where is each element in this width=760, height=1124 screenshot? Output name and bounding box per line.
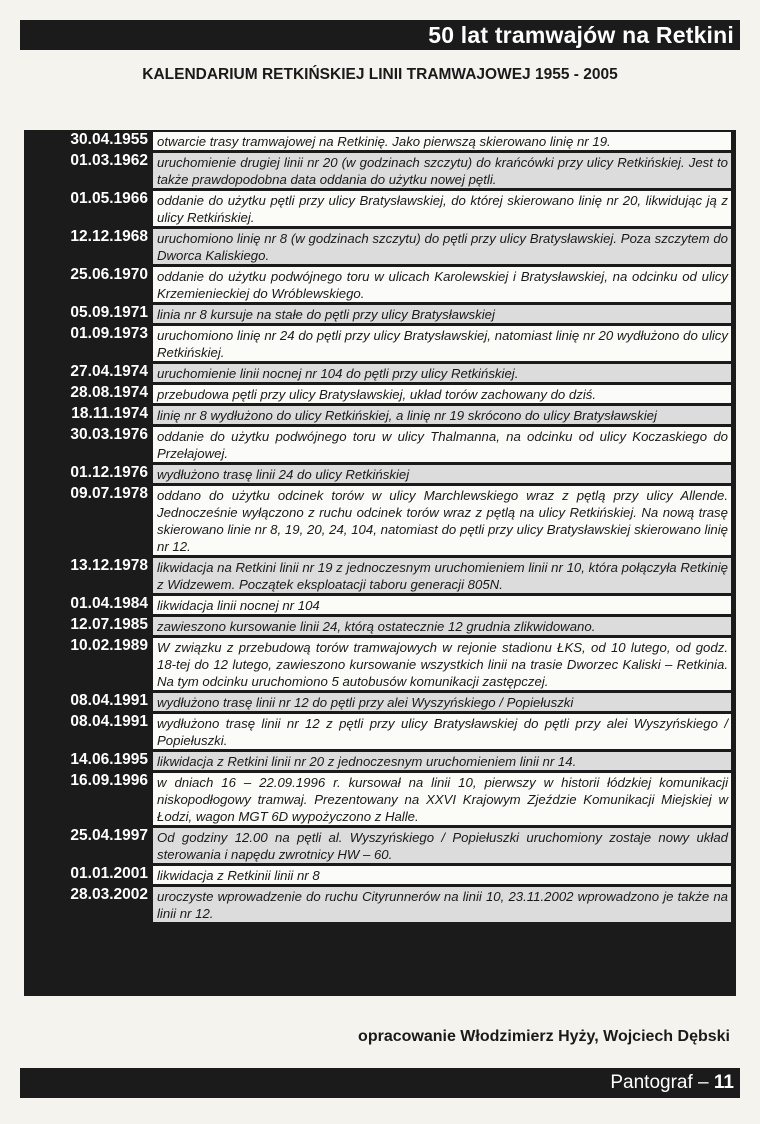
entry-date: 01.05.1966 bbox=[70, 190, 148, 207]
calendar-row bbox=[24, 130, 736, 151]
entry-description: uruchomienie linii nocnej nr 104 do pętli przy ulicy Retkińskiej. bbox=[152, 363, 732, 383]
magazine-name: Pantograf – bbox=[610, 1072, 709, 1093]
entry-description: likwidacja z Retkini linii nr 20 z jednoczesnym uruchomieniem linii nr 14. bbox=[152, 751, 732, 771]
entry-description: W związku z przebudową torów tramwajowych w rejonie stadionu ŁKS, od 10 lutego, od godz. 18-tej do 12 lutego, zawieszono kursowanie wszystkich linii na trasie Dworzec Kaliski – Retkinia. Na tym odcinku uruchomiono 5 autobusów komunikacji zastępczej. bbox=[152, 637, 732, 691]
calendar-row bbox=[24, 324, 736, 362]
entry-description: likwidacja z Retkinii linii nr 8 bbox=[152, 865, 732, 885]
entry-date: 28.08.1974 bbox=[70, 384, 148, 401]
calendar-row bbox=[24, 404, 736, 425]
entry-description: uroczyste wprowadzenie do ruchu Cityrunnerów na linii 10, 23.11.2002 wprowadzono je także na linii nr 12. bbox=[152, 886, 732, 923]
entry-description: oddanie do użytku podwójnego toru w ulicach Karolewskiej i Bratysławskiej, na odcinku od ulicy Krzemienieckiej do Wróblewskiego. bbox=[152, 266, 732, 303]
entry-date: 01.12.1976 bbox=[70, 464, 148, 481]
calendar-row bbox=[24, 362, 736, 383]
entry-description: przebudowa pętli przy ulicy Bratysławskiej, układ torów zachowany do dziś. bbox=[152, 384, 732, 404]
entry-date: 27.04.1974 bbox=[70, 363, 148, 380]
calendar-row bbox=[24, 151, 736, 189]
entry-date: 05.09.1971 bbox=[70, 304, 148, 321]
calendar-table bbox=[24, 130, 736, 996]
calendar-row bbox=[24, 303, 736, 324]
header-bar bbox=[20, 20, 740, 50]
calendar-row bbox=[24, 615, 736, 636]
calendar-row bbox=[24, 484, 736, 556]
entry-description: uruchomienie drugiej linii nr 20 (w godzinach szczytu) do krańcówki przy ulicy Retkińskiej. Jest to także prawdopodobna data oddania do użytku nowej pętli. bbox=[152, 152, 732, 189]
calendar-row bbox=[24, 556, 736, 594]
entry-date: 09.07.1978 bbox=[70, 485, 148, 502]
entry-description: oddano do użytku odcinek torów w ulicy Marchlewskiego wraz z pętlą przy ulicy Allende. Jednocześnie wyłączono z ruchu odcinek torów wraz z pętlą na ulicy Retkińskiej. Na nową trasę skierowano linie nr 8, 19, 20, 24, 104, natomiast do pętli przy ulicy Bratysławskiej skierowano linię nr 12. bbox=[152, 485, 732, 556]
calendar-row bbox=[24, 636, 736, 691]
entry-description: linia nr 8 kursuje na stałe do pętli przy ulicy Bratysławskiej bbox=[152, 304, 732, 324]
entry-description: uruchomiono linię nr 24 do pętli przy ulicy Bratysławskiej, natomiast linię nr 20 wydłużono do ulicy Retkińskiej. bbox=[152, 325, 732, 362]
entry-description: zawieszono kursowanie linii 24, którą ostatecznie 12 grudnia zlikwidowano. bbox=[152, 616, 732, 636]
entry-date: 10.02.1989 bbox=[70, 637, 148, 654]
entry-date: 12.12.1968 bbox=[70, 228, 148, 245]
calendar-row bbox=[24, 691, 736, 712]
entry-date: 08.04.1991 bbox=[70, 692, 148, 709]
entry-date: 01.09.1973 bbox=[70, 325, 148, 342]
page-number: 11 bbox=[713, 1072, 734, 1093]
entry-description: Od godziny 12.00 na pętli al. Wyszyńskiego / Popiełuszki uruchomiony zostaje nowy układ sterowania i napędu zwrotnicy HW – 60. bbox=[152, 827, 732, 864]
entry-date: 13.12.1978 bbox=[70, 557, 148, 574]
entry-date: 01.01.2001 bbox=[70, 865, 148, 882]
calendar-row bbox=[24, 189, 736, 227]
calendar-row bbox=[24, 826, 736, 864]
calendar-row bbox=[24, 463, 736, 484]
entry-date: 25.06.1970 bbox=[70, 266, 148, 283]
calendar-row bbox=[24, 712, 736, 750]
entry-description: otwarcie trasy tramwajowej na Retkinię. Jako pierwszą skierowano linię nr 19. bbox=[152, 131, 732, 151]
entry-description: likwidacja na Retkini linii nr 19 z jednoczesnym uruchomieniem linii nr 10, która połączyła Retkinię z Widzewem. Początek eksploatacji taboru generacji 805N. bbox=[152, 557, 732, 594]
entry-date: 16.09.1996 bbox=[70, 772, 148, 789]
calendar-heading: KALENDARIUM RETKIŃSKIEJ LINII TRAMWAJOWEJ 1955 - 2005 bbox=[142, 66, 618, 83]
entry-description: wydłużono trasę linii 24 do ulicy Retkińskiej bbox=[152, 464, 732, 484]
entry-description: w dniach 16 – 22.09.1996 r. kursował na linii 10, pierwszy w historii łódzkiej komunikacji niskopodłogowy tramwaj. Prezentowany na XXVI Krajowym Zjeździe Komunikacji Miejskiej w Łodzi, wagon MGT 6D wypożyczono z Halle. bbox=[152, 772, 732, 826]
calendar-row bbox=[24, 885, 736, 923]
page-title: 50 lat tramwajów na Retkini bbox=[428, 22, 734, 48]
calendar-row bbox=[24, 383, 736, 404]
calendar-row bbox=[24, 771, 736, 826]
footer-bar bbox=[20, 1068, 740, 1098]
entry-date: 25.04.1997 bbox=[70, 827, 148, 844]
entry-date: 28.03.2002 bbox=[70, 886, 148, 903]
entry-description: likwidacja linii nocnej nr 104 bbox=[152, 595, 732, 615]
entry-date: 01.04.1984 bbox=[70, 595, 148, 612]
entry-date: 12.07.1985 bbox=[70, 616, 148, 633]
entry-date: 18.11.1974 bbox=[71, 405, 148, 422]
footer-text bbox=[610, 1068, 734, 1098]
entry-description: oddanie do użytku pętli przy ulicy Bratysławskiej, do której skierowano linię nr 20, likwidując ją z ulicy Retkińskiej. bbox=[152, 190, 732, 227]
entry-date: 08.04.1991 bbox=[70, 713, 148, 730]
calendar-row bbox=[24, 864, 736, 885]
calendar-row bbox=[24, 594, 736, 615]
entry-description: uruchomiono linię nr 8 (w godzinach szczytu) do pętli przy ulicy Bratysławskiej. Poza szczytem do Dworca Kaliskiego. bbox=[152, 228, 732, 265]
entry-description: wydłużono trasę linii nr 12 z pętli przy ulicy Bratysławskiej do pętli przy alei Wyszyńskiego / Popiełuszki. bbox=[152, 713, 732, 750]
credits: opracowanie Włodzimierz Hyży, Wojciech Dębski bbox=[358, 1028, 730, 1045]
entry-date: 01.03.1962 bbox=[70, 152, 148, 169]
entry-description: oddanie do użytku podwójnego toru w ulicy Thalmanna, na odcinku od ulicy Koczaskiego do Przełajowej. bbox=[152, 426, 732, 463]
entry-date: 30.03.1976 bbox=[70, 426, 148, 443]
entry-date: 30.04.1955 bbox=[70, 131, 148, 148]
entry-description: linię nr 8 wydłużono do ulicy Retkińskiej, a linię nr 19 skrócono do ulicy Bratysławskiej bbox=[152, 405, 732, 425]
calendar-row bbox=[24, 750, 736, 771]
calendar-row bbox=[24, 227, 736, 265]
entry-date: 14.06.1995 bbox=[70, 751, 148, 768]
entry-description: wydłużono trasę linii nr 12 do pętli przy alei Wyszyńskiego / Popiełuszki bbox=[152, 692, 732, 712]
calendar-row bbox=[24, 425, 736, 463]
calendar-row bbox=[24, 265, 736, 303]
